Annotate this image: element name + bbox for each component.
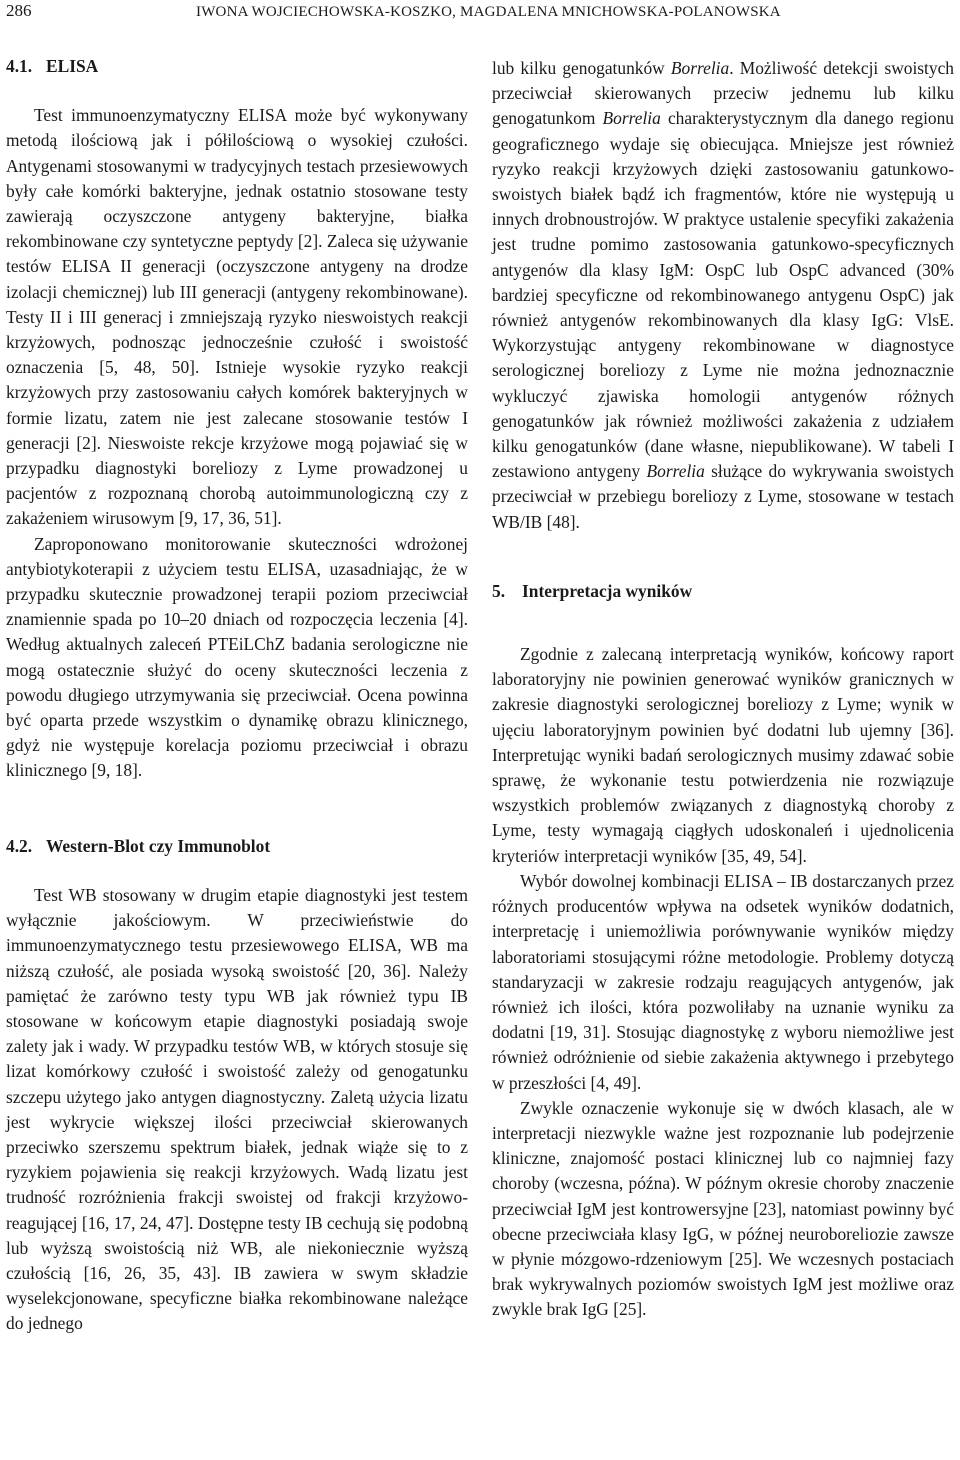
left-column xyxy=(6,54,468,1337)
section-heading-5 xyxy=(492,579,954,604)
paragraph: Test immunoenzymatyczny ELISA może być wykonywany metodą ilościową jak i półilościową o wysokiej czułości. Antygenami stosowanymi w tradycyjnych testach przesiewowych były całe komórki bakteryjne, jednak ostatnio stosowane testy zawierają oczyszczone antygeny bakteryjne, białka rekombinowane czy syntetyczne peptydy [2]. Zaleca się używanie testów ELISA II generacji (oczyszczone antygeny na drodze izolacji chemicznej) lub III generacji (antygeny rekombinowane). Testy II i III generacj i zmniejszają ryzyko nieswoistych reakcji krzyżowych, podnosząc jednocześnie czułość i swoistość oznaczenia [5, 48, 50]. Istnieje wysokie ryzyko reakcji krzyżowych przy zastosowaniu całych komórek bakteryjnych w formie lizatu, zatem nie jest zalecane stosowanie testów I generacji [2]. Nieswoiste rekcje krzyżowe mogą pojawiać się w przypadku diagnostyki boreliozy z Lyme prowadzonej u pacjentów z rozpoznaną chorobą autoimmunologiczną czy z zakażeniem wirusowym [9, 17, 36, 51]. xyxy=(6,105,468,529)
paragraph: Zaproponowano monitorowanie skuteczności wdrożonej antybiotykoterapii z użyciem testu ELISA, uzasadniając, że w przypadku skutecznie prowadzonej terapii poziom przeciwciał znamiennie spada po 10–20 dniach od rozpoczęcia leczenia [4]. Według aktualnych zaleceń PTEiLChZ badania serologiczne nie mogą ostatecznie służyć do oceny skuteczności leczenia z powodu długiego utrzymywania się przeciwciał. Ocena powinna być oparta przede wszystkim o dynamikę obrazu klinicznego, gdyż nie występuje korelacja poziomu przeciwciał i obrazu klinicznego [9, 18]. xyxy=(6,533,468,781)
section-number: 5. xyxy=(492,580,506,601)
section-number: 4.1. xyxy=(6,56,33,76)
section-heading-4-2 xyxy=(6,834,468,859)
right-column xyxy=(492,56,954,1323)
italic-genus: Borrelia xyxy=(670,58,730,78)
section-number: 4.2. xyxy=(6,835,33,856)
paragraph: Wybór dowolnej kombinacji ELISA – IB dostarczanych przez różnych producentów wpływa na odsetek wyników dodatnich, interpretację i uniemożliwia porównywanie wyników między laboratoriami stosującymi różne metodologie. Problemy dotyczą standaryzacji w zakresie rodzaju reagujących antygenów, jak również ich ilości, która pozwoliłaby na uznanie wyniku za dodatni [19, 31]. Stosując diagnostykę z wyboru niemożliwe jest również odróżnienie od siebie zakażenia aktywnego i przebytego w przeszłości [4, 49]. xyxy=(492,870,954,1093)
text-run: lub kilku genogatunków xyxy=(492,58,671,78)
italic-genus: Borrelia xyxy=(646,461,705,482)
text-run: . Możliwość detekcji swoistych przeciwciał skierowanych przeciw jednemu lub kilku genogatunkom xyxy=(492,58,955,129)
page-header xyxy=(6,0,956,24)
section-title: ELISA xyxy=(46,56,99,76)
text-run: charakterystycznym dla danego regionu geograficznego wydaje się obiecująca. Mniejsze jest również ryzyko reakcji krzyżowych dzięki zastosowaniu gatunkowo-swoistych białek bądź ich fragmentów, które nie występują u innych drobnoustrojów. W praktyce ustalenie specyfiki zakażenia jest trudne pomimo zastosowania gatunkowo-specyficznych antygenów dla klasy IgM: OspC lub OspC advanced (30% bardziej specyficzne od rekombinowanego antygenu OspC) jak również antygenów rekombinowanych dla klasy IgG: VlsE. Wykorzystując antygeny rekombinowane w diagnostyce serologicznej boreliozy z Lyme nie można jednoznacznie wykluczyć zjawiska homologii antygenów różnych genogatunków jak również możliwości zakażenia z udziałem kilku genogatunków (dane własne, niepublikowane). W tabeli I zestawiono antygeny xyxy=(492,108,954,482)
text-run: służące do wykrywania swoistych przeciwciał w przebiegu boreliozy z Lyme, stosowane w testach WB/IB [48]. xyxy=(492,461,954,532)
section-heading-4-1 xyxy=(6,54,468,79)
paragraph xyxy=(492,56,954,535)
section-title: Western-Blot czy Immunoblot xyxy=(46,835,271,856)
page-number: 286 xyxy=(6,1,32,20)
italic-genus: Borrelia xyxy=(602,108,661,129)
running-head: IWONA WOJCIECHOWSKA-KOSZKO, MAGDALENA MNICHOWSKA-POLANOWSKA xyxy=(196,4,781,20)
paragraph: Zwykle oznaczenie wykonuje się w dwóch klasach, ale w interpretacji niezwykle ważne jest rozpoznanie lub podejrzenie kliniczne, znajomość postaci klinicznej lub co najmniej fazy choroby (wczesna, późna). W późnym okresie choroby znaczenie przeciwciał IgM jest kontrowersyjne [23], natomiast powinny być obecne przeciwciała klasy IgG, w późnej neuroboreliozie zawsze w płynie mózgowo-rdzeniowym [25]. We wczesnych postaciach brak wykrywalnych poziomów swoistych IgM jest możliwe oraz zwykle brak IgG [25]. xyxy=(492,1097,954,1320)
paragraph: Test WB stosowany w drugim etapie diagnostyki jest testem wyłącznie jakościowym. W przeciwieństwie do immunoenzymatycznego testu przesiewowego ELISA, WB ma niższą czułość, ale posiada wysoką swoistość [20, 36]. Należy pamiętać że zarówno testy typu WB jak również typu IB stosowane w końcowym etapie diagnostyki posiadają swoje zalety jak i wady. W przypadku testów WB, w których stosuje się lizat komórkowy czułość i swoistość zależy od genogatunku szczepu użytego jako antygen diagnostyczny. Zaletą użycia lizatu jest wykrycie większej ilości przeciwciał skierowanych przeciwko szerszemu spektrum białek, jednak wiąże się to z ryzykiem pojawienia się reakcji krzyżowych. Wadą lizatu jest trudność rozróżnienia frakcji swoistej od frakcji krzyżowo-reagującej [16, 17, 24, 47]. Dostępne testy IB cechują się podobną lub wyższą swoistością niż WB, ale niekoniecznie wyższą czułością [16, 26, 35, 43]. IB zawiera w swym składzie wyselekcjonowane, specyficzne białka rekombinowane należące do jednego xyxy=(6,884,468,1334)
paragraph: Zgodnie z zalecaną interpretacją wyników, końcowy raport laboratoryjny nie powinien generować wyników granicznych w zakresie diagnostyki serologicznej boreliozy z Lyme; wynik w ujęciu laboratoryjnym powinien być dodatni lub ujemny [36]. Interpretując wyniki badań serologicznych musimy zdawać sobie sprawę, że wykonanie testu potwierdzenia nie rozwiązuje wszystkich problemów związanych z diagnostyką choroby z Lyme, testy wymagają ciągłych udoskonaleń i ujednolicenia kryteriów interpretacji wyników [35, 49, 54]. xyxy=(492,644,954,866)
section-title: Interpretacja wyników xyxy=(522,580,693,601)
